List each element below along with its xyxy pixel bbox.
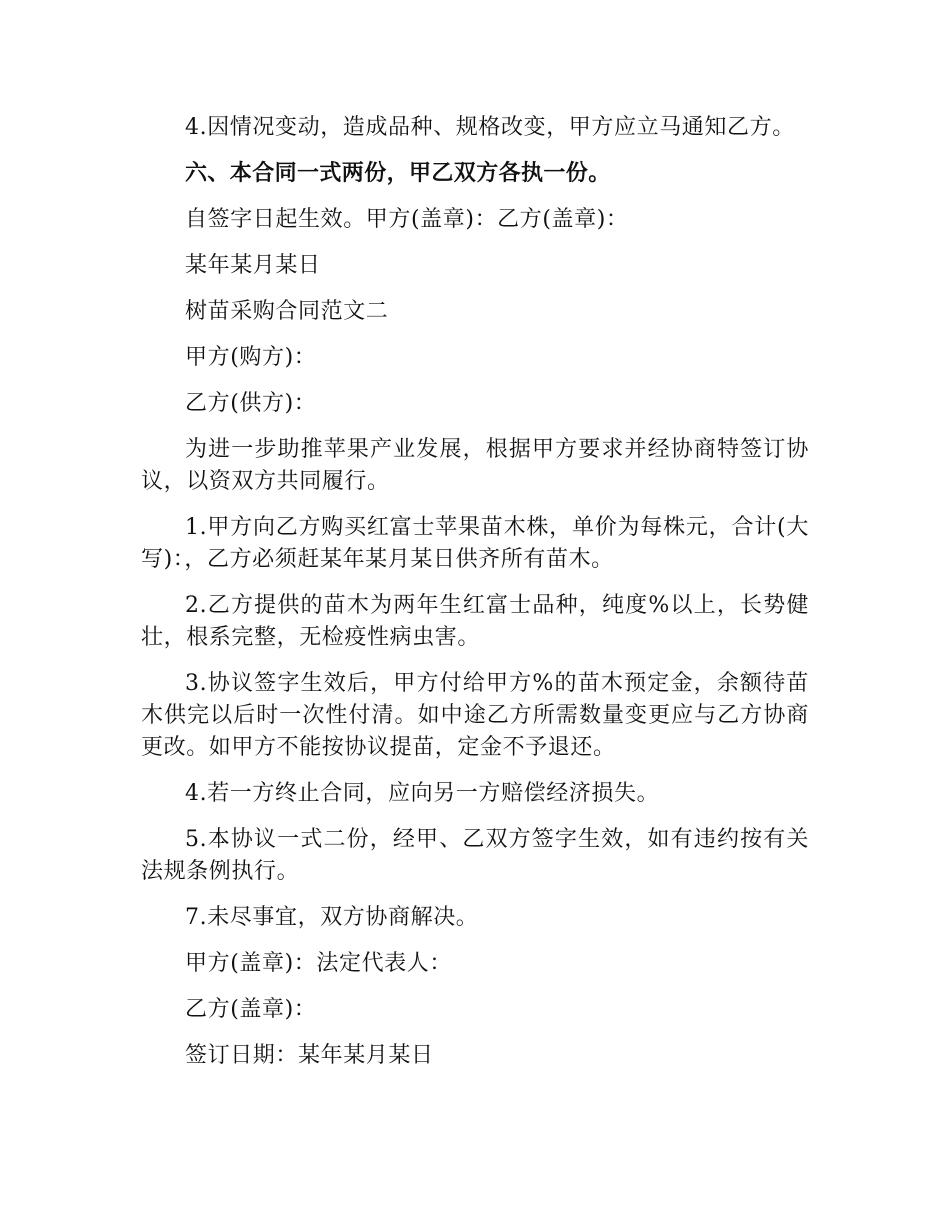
effective-signature-line: 自签字日起生效。甲方(盖章)：乙方(盖章)： <box>185 207 629 232</box>
clause-2-quality: 2.乙方提供的苗木为两年生红富士品种，纯度%以上，长势健壮，根系完整，无检疫性病虫害。 <box>141 593 809 650</box>
preamble-paragraph: 为进一步助推苹果产业发展，根据甲方要求并经协商特签订协议，以资双方共同履行。 <box>141 437 809 494</box>
date-line: 某年某月某日 <box>185 253 321 278</box>
party-b-supplier: 乙方(供方)： <box>185 391 317 416</box>
section-six-heading: 六、本合同一式两份，甲乙双方各执一份。 <box>185 161 611 186</box>
clause-3-payment: 3.协议签字生效后，甲方付给甲方%的苗木预定金，余额待苗木供完以后时一次性付清。如中途乙方所需数量变更应与乙方协商更改。如甲方不能按协议提苗，定金不予退还。 <box>141 671 809 760</box>
clause-4-termination: 4.若一方终止合同，应向另一方赔偿经济损失。 <box>185 781 660 806</box>
document-title-two: 树苗采购合同范文二 <box>185 299 389 324</box>
party-a-seal-line: 甲方(盖章)：法定代表人： <box>185 951 452 976</box>
clause-1-purchase: 1.甲方向乙方购买红富士苹果苗木株，单价为每株元，合计(大写)：，乙方必须赶某年某月某日供齐所有苗木。 <box>141 515 809 572</box>
party-a-buyer: 甲方(购方)： <box>185 345 317 370</box>
clause-4-notify-change: 4.因情况变动，造成品种、规格改变，甲方应立马通知乙方。 <box>185 115 795 140</box>
signing-date-line: 签订日期：某年某月某日 <box>185 1043 434 1068</box>
clause-7-other-matters: 7.未尽事宜，双方协商解决。 <box>185 905 479 930</box>
party-b-seal-line: 乙方(盖章)： <box>185 997 317 1022</box>
document-body <box>141 112 809 1086</box>
clause-5-copies: 5.本协议一式二份，经甲、乙双方签字生效，如有违约按有关法规条例执行。 <box>141 827 809 884</box>
